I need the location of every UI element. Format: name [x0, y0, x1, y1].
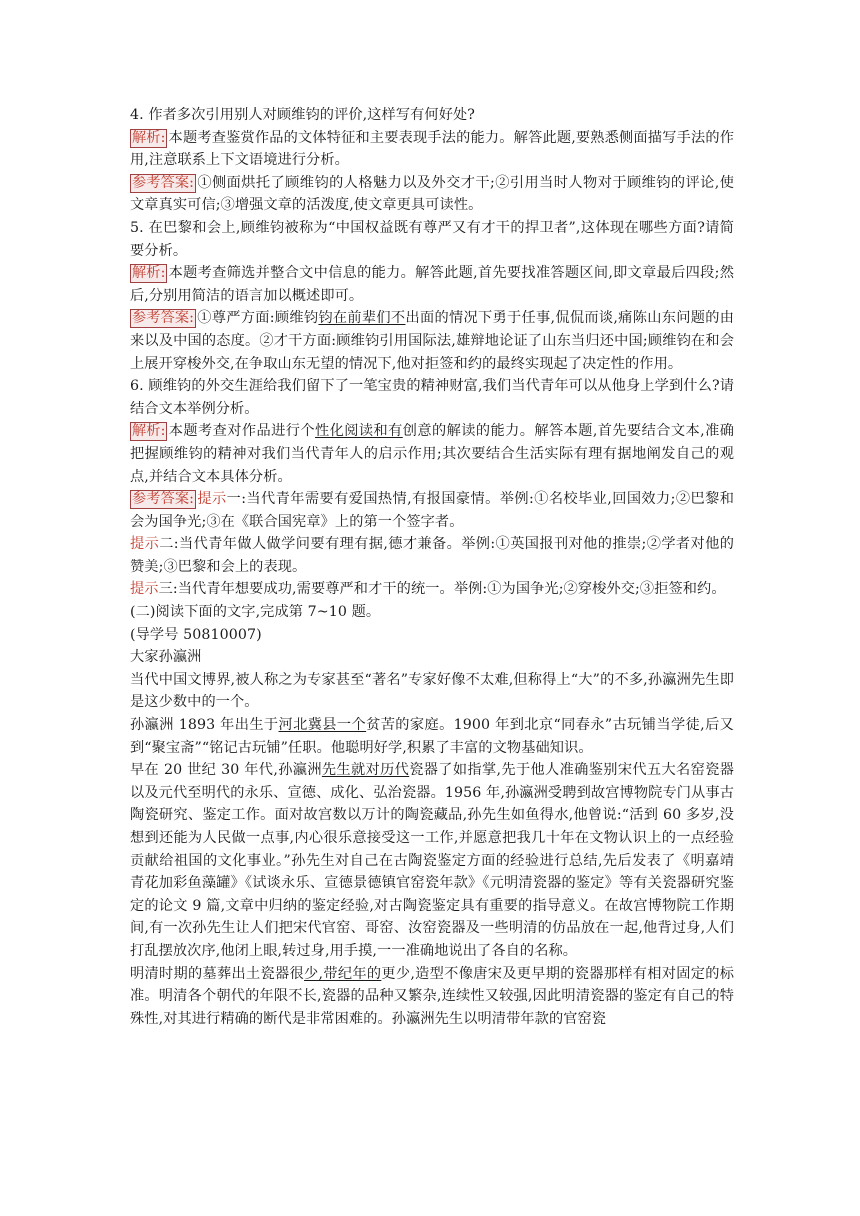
analysis-tag: 解析: [132, 423, 166, 440]
question-text: 4. 作者多次引用别人对顾维钧的评价,这样写有何好处? [130, 107, 475, 123]
underlined-text: 性化阅读和有 [315, 423, 403, 440]
article-title: 大家孙瀛洲 [130, 649, 202, 666]
answer-tag: 参考答案: [132, 310, 195, 327]
section-intro: (二)阅读下面的文字,完成第 7~10 题。 [130, 604, 381, 621]
analysis-text: 创意的解读的能力。解答本题,首先要结合文本,准确把握顾维钧的精神对我们当代青年人的启示作用;其次要结合生活实际有理有据地阐发自己的观点,并结合文本具体分析。 [130, 423, 734, 485]
answer-6-hint-1 [130, 488, 734, 533]
analysis-tag: 解析: [132, 129, 166, 146]
analysis-6 [130, 420, 734, 488]
answer-text: ①尊严方面:顾维钧 [197, 310, 319, 327]
answer-5 [130, 307, 734, 375]
underlined-text: 少,带纪年的 [304, 965, 382, 982]
paragraph-text: 明清时期的墓葬出土瓷器很 [130, 965, 305, 982]
paragraph-text: 早在 20 世纪 30 年代,孙瀛洲 [130, 762, 322, 779]
paragraph-text: 贫苦的家庭。1900 年到北京“同春永”古玩铺当学徒,后又到“聚宝斋”“铭记古玩铺”任职。他聪明好学,积累了丰富的文物基础知识。 [130, 717, 734, 756]
question-text: 6. 顾维钧的外交生涯给我们留下了一笔宝贵的精神财富,我们当代青年可以从他身上学到什么?请结合文本举例分析。 [130, 378, 734, 417]
answer-6-hint-2 [130, 533, 734, 578]
answer-4 [130, 172, 734, 217]
answer-text: 出面的情况下勇于任事,侃侃而谈,痛陈山东问题的由来以及中国的态度。②才干方面:顾维钧引用国际法,雄辩地论证了山东当归还中国;顾维钧在和会上展开穿梭外交,在争取山东无望的情况下,他对拒签和约的最终实现起了决定性的作用。 [130, 310, 735, 372]
answer-tag: 参考答案: [132, 174, 195, 191]
answer-6-hint-3 [130, 578, 734, 601]
analysis-4 [130, 127, 734, 172]
question-4 [130, 104, 734, 127]
paragraph-text: 更少,造型不像唐宋及更早期的瓷器那样有相对固定的标准。明清各个朝代的年限不长,瓷器的品种又繁杂,连续性又较强,因此明清瓷器的鉴定有自己的特殊性,对其进行精确的断代是非常困难的。孙瀛洲先生以明清带年款的官窑瓷 [130, 965, 734, 1027]
analysis-text: 本题考查对作品进行个 [168, 423, 316, 440]
analysis-tag: 解析: [132, 265, 166, 282]
guide-number: (导学号 50810007) [130, 626, 262, 643]
hint-label: 提示 [130, 581, 159, 598]
underlined-text: 先生就对历代 [321, 762, 410, 779]
analysis-text: 本题考查鉴赏作品的文体特征和主要表现手法的能力。解答此题,要熟悉侧面描写手法的作用,注意联系上下文语境进行分析。 [130, 129, 734, 169]
question-6 [130, 375, 734, 420]
answer-tag: 参考答案: [132, 491, 195, 508]
question-text: 5. 在巴黎和会上,顾维钧被称为“中国权益既有尊严又有才干的捍卫者”,这体现在哪些方面?请简要分析。 [130, 219, 734, 259]
article-paragraph-4 [130, 963, 734, 1031]
hint-text: 二:当代青年做人做学问要有理有据,德才兼备。举例:①英国报刊对他的推崇;②学者对他的赞美;③巴黎和会上的表现。 [130, 536, 734, 575]
underlined-text: 钧在前辈们不 [318, 310, 406, 327]
document-page [130, 104, 734, 1030]
article-paragraph-3 [130, 759, 734, 962]
answer-text: ①侧面烘托了顾维钧的人格魅力以及外交才干;②引用当时人物对于顾维钧的评论,使文章真实可信;③增强文章的活泼度,使文章更具可读性。 [130, 174, 734, 214]
question-5 [130, 217, 734, 262]
paragraph-text: 瓷器了如指掌,先于他人准确鉴别宋代五大名窑瓷器以及元代至明代的永乐、宣德、成化、弘治瓷器。1956 年,孙瀛洲受聘到故宫博物院专门从事古陶瓷研究、鉴定工作。面对故宫数以万计的陶瓷藏品,孙先生如鱼得水,他曾说:“活到 60 多岁,没想到还能为人民做一点事,内心很乐意接受这一工作,并愿意把我几十年在文物认识上的一点经验贡献给祖国的文化事业。”孙先生对自己在古陶瓷鉴定方面的经验进行总结,先后发表了《明嘉靖青花加彩鱼藻罐》《试谈永乐、宣德景德镇官窑瓷年款》《元明清瓷器的鉴定》等有关瓷器研究鉴定的论文 9 篇,文章中归纳的鉴定经验,对古陶瓷鉴定具有重要的指导意义。在故宫博物院工作期间,有一次孙先生让人们把宋代官窑、哥窑、汝窑瓷器及一些明清的仿品放在一起,他背过身,人们打乱摆放次序,他闭上眼,转过身,用手摸,一一准确地说出了各自的名称。 [130, 762, 734, 959]
analysis-text: 本题考查筛选并整合文中信息的能力。解答此题,首先要找准答题区间,即文章最后四段;然后,分别用简洁的语言加以概述即可。 [130, 265, 734, 304]
hint-label: 提示 [197, 491, 227, 508]
hint-text: 一:当代青年需要有爱国热情,有报国豪情。举例:①名校毕业,回国效力;②巴黎和会为国争光;③在《联合国宪章》上的第一个签字者。 [130, 491, 734, 530]
underlined-text: 河北冀县一个 [278, 717, 367, 734]
hint-text: 三:当代青年想要成功,需要尊严和才干的统一。举例:①为国争光;②穿梭外交;③拒签和约。 [158, 581, 726, 598]
article-paragraph-2 [130, 714, 734, 759]
hint-label: 提示 [130, 536, 160, 553]
article-paragraph-1: 当代中国文博界,被人称之为专家甚至“著名”专家好像不太难,但称得上“大”的不多,孙瀛洲先生即是这少数中的一个。 [130, 671, 734, 711]
analysis-5 [130, 262, 734, 307]
paragraph-text: 孙瀛洲 1893 年出生于 [130, 717, 279, 734]
